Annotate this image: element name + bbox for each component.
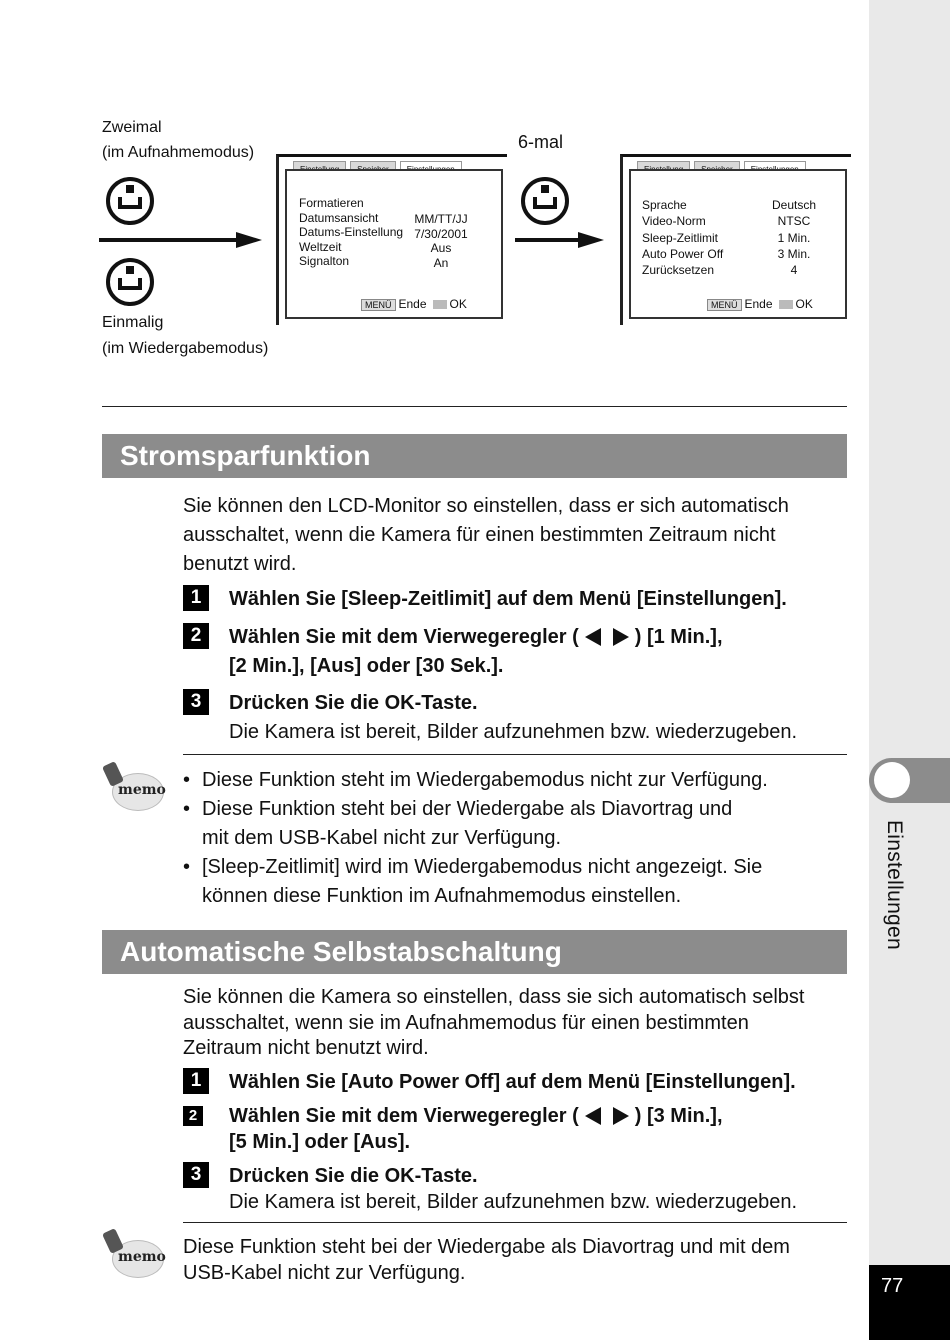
memo-icon (106, 1230, 166, 1282)
screen-menu-values (413, 212, 469, 270)
menu-item: Datumsansicht (299, 210, 379, 225)
menu-button-label: MENÜ (707, 299, 742, 311)
arrow-right-icon (613, 1107, 629, 1125)
menu-item: Zurücksetzen (642, 263, 715, 278)
intro-line: Zeitraum nicht benutzt wird. (183, 1037, 429, 1059)
section-intro (183, 492, 789, 579)
ok-label: OK (795, 297, 813, 311)
menu-item: Datums-Einstellung (299, 225, 404, 239)
menu-button-label: MENÜ (361, 299, 396, 311)
section-title: Stromsparfunktion (120, 440, 371, 471)
arrow-right-icon (613, 628, 629, 646)
chapter-sidebar (869, 0, 950, 1340)
step-2-text-c: [5 Min.] oder [Aus]. (229, 1131, 411, 1153)
step-2-text-a: Wählen Sie mit dem Vierwegeregler ( (229, 1105, 579, 1127)
caption-record-mode: (im Aufnahmemodus) (102, 144, 255, 161)
step-2-text-b: ) [1 Min.], (634, 626, 723, 648)
arrow-right-icon (236, 232, 262, 248)
four-way-controller-down-icon (106, 258, 154, 306)
screen-footer (707, 297, 813, 311)
ok-label: OK (449, 297, 467, 311)
step-3-subtext: Die Kamera ist bereit, Bilder aufzunehmen bzw. wiederzugeben. (229, 1191, 798, 1213)
intro-line: benutzt wird. (183, 553, 297, 575)
menu-value: 3 Min. (777, 246, 811, 261)
note-line: Diese Funktion steht bei der Wiedergabe als Diavortrag und mit dem (183, 1236, 790, 1258)
intro-line: ausschaltet, wenn sie im Aufnahmemodus für einen bestimmten (183, 1011, 749, 1034)
step-2-text (229, 1103, 723, 1155)
intro-line: Sie können die Kamera so einstellen, dass sie sich automatisch selbst (183, 986, 805, 1008)
arrow-line (515, 238, 579, 242)
step-number: 3 (183, 689, 209, 715)
divider (183, 1222, 847, 1223)
arrow-right-icon (578, 232, 604, 248)
chapter-tab-circle-icon (874, 762, 910, 798)
menu-value: MM/TT/JJ (414, 212, 468, 226)
ok-button-icon (433, 300, 447, 309)
menu-item: Formatieren (299, 196, 364, 210)
end-label: Ende (398, 297, 427, 311)
caption-once: Einmalig (102, 314, 164, 331)
memo-icon-text: memo (118, 782, 166, 798)
memo-icon (106, 763, 166, 815)
ok-button-icon (779, 300, 793, 309)
menu-value: 4 (790, 263, 798, 278)
divider (102, 406, 847, 407)
step-number: 2 (183, 623, 209, 649)
caption-six-times: 6-mal (518, 132, 564, 152)
step-number: 3 (183, 1162, 209, 1188)
intro-line: ausschaltet, wenn die Kamera für einen bestimmten Zeitraum nicht (183, 524, 776, 546)
step-3-subtext: Die Kamera ist bereit, Bilder aufzunehmen bzw. wiederzugeben. (229, 721, 798, 743)
end-label: Ende (744, 297, 773, 311)
step-number: 1 (183, 585, 209, 611)
memo-icon-text: memo (118, 1249, 166, 1265)
step-2-text (229, 623, 723, 681)
step-number: 1 (183, 1068, 209, 1094)
menu-value: Deutsch (771, 198, 817, 212)
menu-value: 1 Min. (777, 230, 811, 245)
step-1-text: Wählen Sie [Auto Power Off] auf dem Menü [Einstellungen]. (229, 1071, 796, 1093)
menu-item: Weltzeit (299, 239, 342, 254)
section-title: Automatische Selbstabschaltung (120, 936, 562, 967)
menu-value: Aus (430, 241, 452, 255)
screen-menu-items (642, 197, 723, 278)
menu-item: Video-Norm (642, 214, 706, 229)
menu-item: Signalton (299, 254, 350, 268)
menu-item: Auto Power Off (642, 246, 724, 261)
section-intro (183, 985, 804, 1062)
menu-value: 7/30/2001 (414, 226, 468, 241)
menu-value: An (433, 255, 449, 270)
step-3-text: Drücken Sie die OK-Taste. (229, 1165, 478, 1187)
section-header-selbstabschaltung (102, 930, 847, 974)
caption-twice: Zweimal (102, 119, 162, 136)
screen-menu-items (299, 196, 403, 269)
step-number: 2 (183, 1106, 203, 1126)
four-way-controller-down-icon (106, 177, 154, 225)
chapter-label: Einstellungen (883, 820, 906, 950)
step-2-text-b: ) [3 Min.], (634, 1105, 723, 1127)
four-way-controller-down-icon (521, 177, 569, 225)
step-1-text: Wählen Sie [Sleep-Zeitlimit] auf dem Menü [Einstellungen]. (229, 588, 787, 610)
step-2-text-a: Wählen Sie mit dem Vierwegeregler ( (229, 626, 579, 648)
lcd-screen-2 (620, 154, 851, 325)
screen-menu-values (763, 197, 825, 278)
page-number: 77 (881, 1275, 904, 1297)
screen-footer (361, 297, 467, 311)
note-line: USB-Kabel nicht zur Verfügung. (183, 1262, 466, 1284)
section-header-stromsparfunktion (102, 434, 847, 478)
arrow-line (99, 238, 237, 242)
memo-note (183, 1234, 790, 1286)
page-number-box (869, 1265, 950, 1340)
arrow-left-icon (585, 628, 601, 646)
menu-value: NTSC (777, 214, 811, 229)
menu-item-selected: Sprache (642, 198, 687, 212)
divider (183, 754, 847, 755)
arrow-left-icon (585, 1107, 601, 1125)
intro-line: Sie können den LCD-Monitor so einstellen, dass er sich automatisch (183, 495, 789, 517)
menu-item: Sleep-Zeitlimit (642, 230, 719, 245)
step-2-text-c: [2 Min.], [Aus] oder [30 Sek.]. (229, 655, 504, 677)
lcd-screen-1 (276, 154, 507, 325)
step-3-text: Drücken Sie die OK-Taste. (229, 692, 478, 714)
caption-playback-mode: (im Wiedergabemodus) (102, 340, 269, 357)
